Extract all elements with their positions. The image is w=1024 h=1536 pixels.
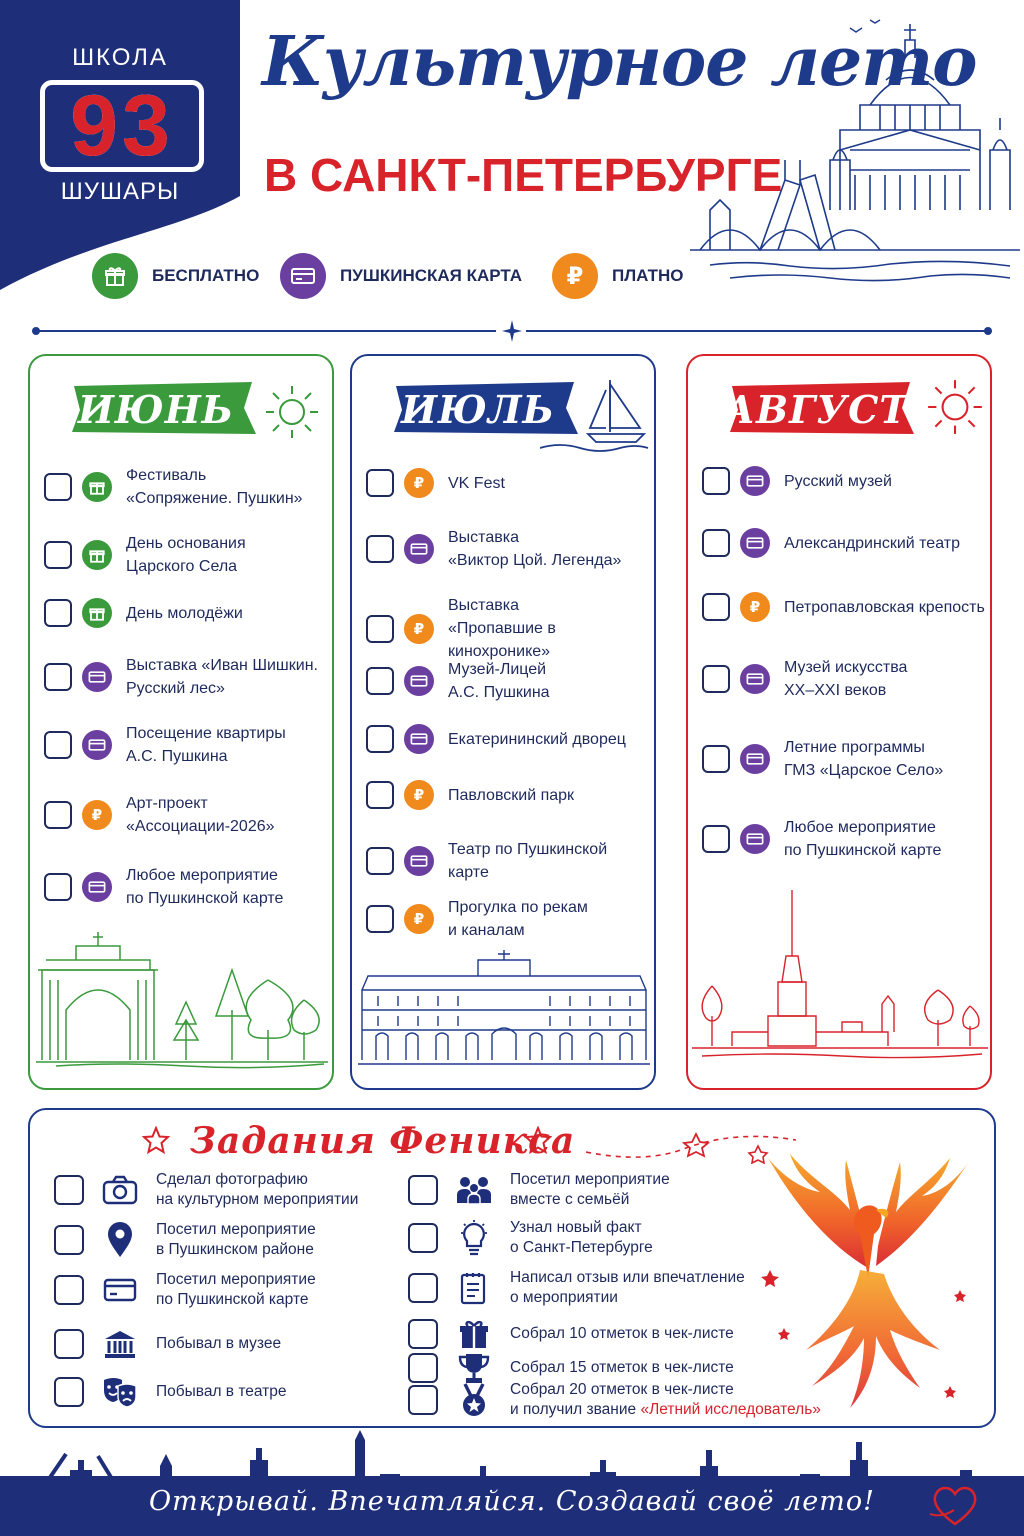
checklist-item-label: Музей искусства XX–XXI веков (784, 659, 908, 699)
card-icon (82, 872, 112, 902)
gift-icon (82, 598, 112, 628)
checkbox[interactable] (366, 469, 394, 497)
task-highlight-title: «Летний исследователь» (640, 1401, 821, 1418)
checklist-item-label: Павловский парк (448, 786, 575, 804)
checklist-item (366, 594, 652, 663)
palace-illustration (358, 950, 650, 1070)
task-item-label (156, 1220, 316, 1260)
card-icon (404, 846, 434, 876)
checklist-item-label: Александринский театр (784, 534, 960, 552)
task-item-text: Написал отзыв или впечатление о мероприятии (510, 1269, 745, 1306)
task-item-label (510, 1268, 745, 1308)
task-item-text: Собрал 20 отметок в чек-листе и получил звание (510, 1381, 734, 1418)
checklist-item (44, 864, 330, 910)
checklist-item-label: VK Fest (448, 474, 505, 492)
task-item (408, 1380, 821, 1420)
checkbox[interactable] (366, 781, 394, 809)
checklist-item (44, 722, 330, 768)
checklist-item-label: Фестиваль «Сопряжение. Пушкин» (126, 467, 303, 507)
checklist-item (44, 532, 330, 578)
museum-icon (100, 1324, 140, 1364)
checklist-item (702, 528, 988, 558)
checkbox[interactable] (54, 1275, 84, 1305)
checkbox[interactable] (44, 663, 72, 691)
footer-slogan: Открывай. Впечатляйся. Создавай своё лето! (149, 1486, 875, 1517)
checkbox[interactable] (366, 725, 394, 753)
task-item-text: Посетил мероприятие вместе с семьёй (510, 1171, 670, 1208)
checklist-item (366, 658, 652, 704)
logo-number: 93 (70, 78, 174, 174)
lightbulb-icon (454, 1218, 494, 1258)
legend-free-label: БЕСПЛАТНО (152, 266, 260, 285)
checklist-item (44, 464, 330, 510)
checkbox[interactable] (408, 1385, 438, 1415)
ruble-icon: ₽ (404, 468, 434, 498)
checkbox[interactable] (702, 467, 730, 495)
checklist-item-label: Любое мероприятие по Пушкинской карте (784, 819, 942, 859)
checklist-item-label: День основания Царского Села (126, 535, 246, 575)
ruble-icon: ₽ (552, 253, 598, 299)
checklist-item-label: Выставка «Иван Шишкин. Русский лес» (126, 657, 318, 697)
checklist-item-label: Петропавловская крепость (784, 598, 985, 616)
month-name-june: ИЮНЬ (77, 387, 235, 432)
card-icon (740, 824, 770, 854)
checkbox[interactable] (366, 905, 394, 933)
location-pin-icon (100, 1220, 140, 1260)
checklist-item-label: Прогулка по рекам и каналам (448, 899, 588, 939)
legend-card-label: ПУШКИНСКАЯ КАРТА (340, 266, 522, 285)
checklist-item (366, 896, 652, 942)
card-icon (280, 253, 326, 299)
task-item (408, 1268, 745, 1308)
checkbox[interactable] (366, 615, 394, 643)
task-item-label (156, 1334, 281, 1354)
checkbox[interactable] (408, 1273, 438, 1303)
phoenix-tasks-panel (28, 1108, 996, 1428)
checklist-item-label: День молодёжи (126, 604, 243, 622)
checkbox[interactable] (408, 1175, 438, 1205)
ruble-icon: ₽ (404, 904, 434, 934)
checkbox[interactable] (44, 801, 72, 829)
task-item (54, 1372, 287, 1412)
checkbox[interactable] (44, 873, 72, 901)
checkbox[interactable] (54, 1329, 84, 1359)
task-item-label (156, 1170, 358, 1210)
checklist-item-label: Русский музей (784, 472, 892, 490)
task-item-label (510, 1218, 653, 1258)
checkbox[interactable] (702, 529, 730, 557)
ruble-icon: ₽ (740, 592, 770, 622)
card-icon (404, 534, 434, 564)
checkbox[interactable] (54, 1225, 84, 1255)
task-item-text: Посетил мероприятие по Пушкинской карте (156, 1271, 316, 1308)
card-icon (82, 730, 112, 760)
legend-card (280, 252, 522, 300)
logo-school-label: ШКОЛА (72, 44, 168, 71)
checklist-item-label: Любое мероприятие по Пушкинской карте (126, 867, 284, 907)
gift-icon (82, 540, 112, 570)
task-item-text: Побывал в музее (156, 1335, 282, 1352)
gift-icon (82, 472, 112, 502)
task-item (408, 1218, 653, 1258)
checklist-item (702, 736, 988, 782)
task-item-label (510, 1324, 734, 1344)
divider-right (526, 330, 986, 332)
checkbox[interactable] (366, 667, 394, 695)
divider-dot-left (32, 327, 40, 335)
task-item (408, 1170, 670, 1210)
park-arch-illustration (36, 920, 328, 1070)
card-icon (740, 744, 770, 774)
checkbox[interactable] (408, 1223, 438, 1253)
checklist-item (366, 724, 652, 754)
logo-place-label: ШУШАРЫ (60, 178, 180, 205)
legend-free (92, 252, 259, 300)
task-item-text: Побывал в театре (156, 1383, 287, 1400)
checkbox[interactable] (44, 473, 72, 501)
task-item-label (510, 1358, 734, 1378)
task-item-text: Сделал фотографию на культурном мероприятии (156, 1171, 359, 1208)
family-icon (454, 1170, 494, 1210)
checklist-item-label: Екатерининский дворец (448, 730, 626, 748)
task-item-text: Посетил мероприятие в Пушкинском районе (156, 1221, 316, 1258)
checklist-item (44, 654, 330, 700)
card-icon (740, 528, 770, 558)
heart-icon (928, 1484, 982, 1528)
task-item-label (156, 1270, 316, 1310)
month-card-august (686, 354, 992, 1090)
checklist-item (702, 816, 988, 862)
divider-dot-right (984, 327, 992, 335)
star-icon (524, 1126, 552, 1154)
checkbox[interactable] (702, 593, 730, 621)
checkbox[interactable] (54, 1175, 84, 1205)
checklist-item-label: Арт-проект «Ассоциации-2026» (126, 795, 275, 835)
month-card-june (28, 354, 334, 1090)
task-item-label (510, 1380, 821, 1420)
checklist-item (44, 598, 330, 628)
checklist-item (44, 792, 330, 838)
checklist-item-label: Посещение квартиры А.С. Пушкина (126, 725, 286, 765)
page-title: Культурное лето (262, 22, 977, 102)
checklist-item (702, 656, 988, 702)
card-icon (740, 664, 770, 694)
task-item-label (156, 1382, 287, 1402)
checklist-item-label: Театр по Пушкинской карте (448, 841, 608, 881)
task-item-text: Собрал 10 отметок в чек-листе (510, 1325, 734, 1342)
checkbox[interactable] (408, 1319, 438, 1349)
task-item (54, 1170, 358, 1210)
month-name-august: АВГУСТ (724, 387, 909, 432)
card-icon (740, 466, 770, 496)
legend-paid (552, 252, 683, 300)
checkbox[interactable] (44, 541, 72, 569)
task-item-text: Собрал 15 отметок в чек-листе (510, 1359, 734, 1376)
checkbox[interactable] (408, 1353, 438, 1383)
checkbox[interactable] (702, 825, 730, 853)
card-icon (404, 724, 434, 754)
checkbox[interactable] (366, 535, 394, 563)
checklist-item-label: Музей-Лицей А.С. Пушкина (448, 661, 550, 701)
medal-icon (454, 1380, 494, 1420)
checklist-item (702, 592, 988, 622)
checkbox[interactable] (54, 1377, 84, 1407)
card-icon (404, 666, 434, 696)
month-card-july (350, 354, 656, 1090)
checkbox[interactable] (44, 731, 72, 759)
checklist-item (702, 466, 988, 496)
task-item-label (510, 1170, 670, 1210)
task-item (54, 1220, 316, 1260)
checkbox[interactable] (702, 665, 730, 693)
sailboat-icon (540, 376, 650, 456)
checkbox[interactable] (702, 745, 730, 773)
month-name-july: ИЮЛЬ (401, 387, 555, 432)
checklist-item-label: Летние программы ГМЗ «Царское Село» (784, 739, 944, 779)
checkbox[interactable] (366, 847, 394, 875)
card-icon (82, 662, 112, 692)
task-item (54, 1270, 316, 1310)
checklist-item (366, 780, 652, 810)
sun-icon (262, 382, 322, 442)
checklist-item (366, 838, 652, 884)
card-icon (100, 1270, 140, 1310)
ruble-icon: ₽ (82, 800, 112, 830)
checklist-item (366, 526, 652, 572)
tasks-title: Задания Феникса (190, 1120, 576, 1162)
task-item (54, 1324, 281, 1364)
star-icon (142, 1126, 170, 1154)
checkbox[interactable] (44, 599, 72, 627)
ruble-icon: ₽ (404, 780, 434, 810)
task-item-text: Узнал новый факт о Санкт-Петербурге (510, 1219, 653, 1256)
page-subtitle: В САНКТ-ПЕТЕРБУРГЕ (264, 149, 783, 201)
ruble-icon: ₽ (404, 614, 434, 644)
theater-masks-icon (100, 1372, 140, 1412)
checklist-item (366, 468, 652, 498)
checklist-item-label: Выставка «Пропавшие в кинохронике» (448, 597, 556, 660)
gift-icon (92, 253, 138, 299)
notepad-icon (454, 1268, 494, 1308)
cathedral-illustration (690, 10, 1020, 310)
checklist-item-label: Выставка «Виктор Цой. Легенда» (448, 529, 622, 569)
divider-star-icon (502, 320, 522, 342)
legend-paid-label: ПЛАТНО (612, 266, 684, 285)
divider-left (36, 330, 496, 332)
camera-icon (100, 1170, 140, 1210)
sun-icon (924, 376, 986, 438)
fortress-illustration (692, 886, 988, 1066)
